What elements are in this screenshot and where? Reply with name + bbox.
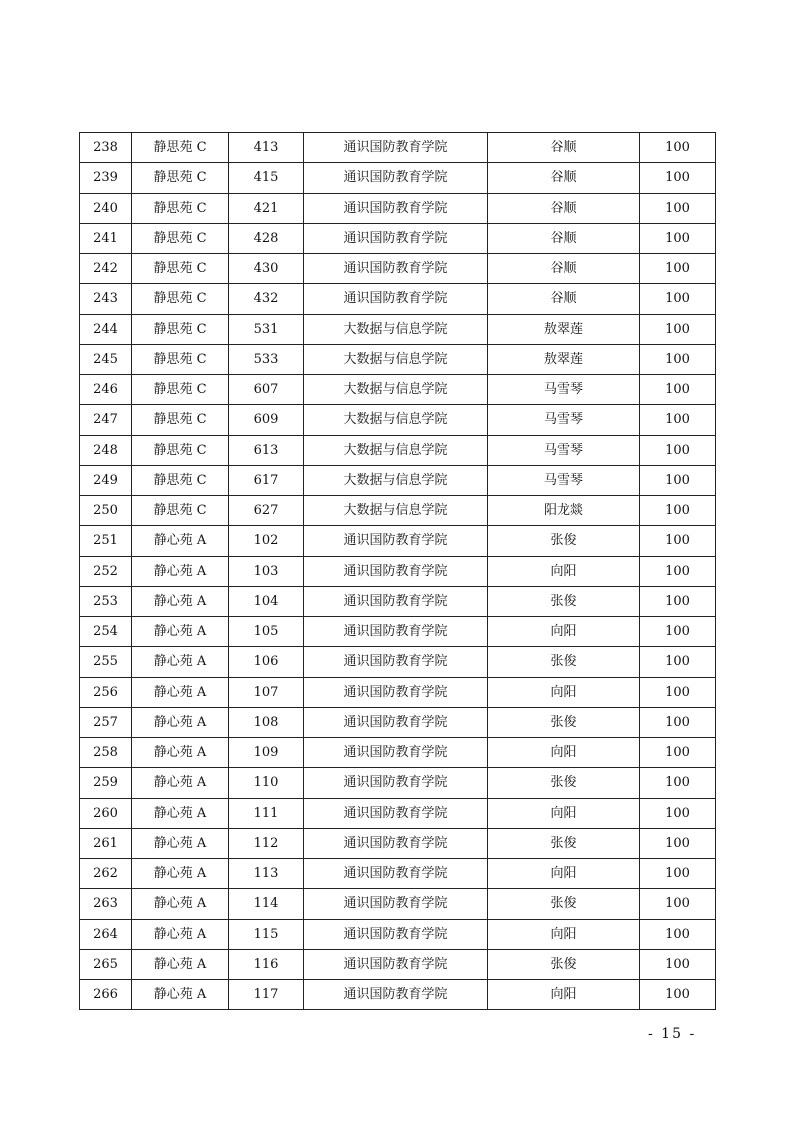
college-cell: 大数据与信息学院: [304, 344, 488, 374]
score-cell: 100: [640, 405, 716, 435]
counselor-cell: 张俊: [488, 768, 640, 798]
counselor-cell: 张俊: [488, 647, 640, 677]
counselor-cell: 向阳: [488, 738, 640, 768]
room-number-cell: 531: [229, 314, 304, 344]
table-row: [80, 496, 716, 526]
room-number-cell: 607: [229, 375, 304, 405]
room-number-cell: 104: [229, 586, 304, 616]
score-cell: 100: [640, 707, 716, 737]
college-cell: 通识国防教育学院: [304, 677, 488, 707]
building-cell: 静思苑 C: [132, 375, 229, 405]
score-cell: 100: [640, 435, 716, 465]
counselor-cell: 张俊: [488, 889, 640, 919]
building-cell: 静思苑 C: [132, 223, 229, 253]
college-cell: 通识国防教育学院: [304, 163, 488, 193]
score-cell: 100: [640, 556, 716, 586]
building-cell: 静思苑 C: [132, 496, 229, 526]
table-row: [80, 375, 716, 405]
counselor-cell: 向阳: [488, 798, 640, 828]
table-row: [80, 919, 716, 949]
table-row: [80, 405, 716, 435]
table-row: [80, 133, 716, 163]
score-cell: 100: [640, 798, 716, 828]
counselor-cell: 谷顺: [488, 133, 640, 163]
counselor-cell: 谷顺: [488, 223, 640, 253]
table-row: [80, 828, 716, 858]
college-cell: 大数据与信息学院: [304, 314, 488, 344]
table-row: [80, 949, 716, 979]
college-cell: 大数据与信息学院: [304, 435, 488, 465]
row-number-cell: 248: [80, 435, 132, 465]
counselor-cell: 马雪琴: [488, 375, 640, 405]
room-number-cell: 627: [229, 496, 304, 526]
college-cell: 通识国防教育学院: [304, 254, 488, 284]
score-cell: 100: [640, 677, 716, 707]
row-number-cell: 238: [80, 133, 132, 163]
score-cell: 100: [640, 647, 716, 677]
row-number-cell: 252: [80, 556, 132, 586]
table-row: [80, 768, 716, 798]
row-number-cell: 258: [80, 738, 132, 768]
row-number-cell: 249: [80, 465, 132, 495]
college-cell: 通识国防教育学院: [304, 707, 488, 737]
college-cell: 通识国防教育学院: [304, 828, 488, 858]
college-cell: 通识国防教育学院: [304, 617, 488, 647]
row-number-cell: 257: [80, 707, 132, 737]
table-row: [80, 223, 716, 253]
table-row: [80, 556, 716, 586]
row-number-cell: 255: [80, 647, 132, 677]
row-number-cell: 261: [80, 828, 132, 858]
room-number-cell: 430: [229, 254, 304, 284]
counselor-cell: 向阳: [488, 556, 640, 586]
college-cell: 通识国防教育学院: [304, 889, 488, 919]
page-number: - 15 -: [648, 1026, 697, 1042]
college-cell: 通识国防教育学院: [304, 738, 488, 768]
score-cell: 100: [640, 284, 716, 314]
counselor-cell: 向阳: [488, 919, 640, 949]
building-cell: 静心苑 A: [132, 980, 229, 1010]
college-cell: 通识国防教育学院: [304, 193, 488, 223]
table-row: [80, 677, 716, 707]
college-cell: 通识国防教育学院: [304, 859, 488, 889]
score-cell: 100: [640, 223, 716, 253]
row-number-cell: 266: [80, 980, 132, 1010]
counselor-cell: 向阳: [488, 980, 640, 1010]
score-cell: 100: [640, 859, 716, 889]
row-number-cell: 247: [80, 405, 132, 435]
row-number-cell: 259: [80, 768, 132, 798]
score-cell: 100: [640, 889, 716, 919]
score-cell: 100: [640, 949, 716, 979]
building-cell: 静心苑 A: [132, 949, 229, 979]
score-cell: 100: [640, 344, 716, 374]
score-cell: 100: [640, 465, 716, 495]
room-number-cell: 117: [229, 980, 304, 1010]
college-cell: 大数据与信息学院: [304, 496, 488, 526]
building-cell: 静思苑 C: [132, 254, 229, 284]
building-cell: 静思苑 C: [132, 465, 229, 495]
row-number-cell: 253: [80, 586, 132, 616]
college-cell: 通识国防教育学院: [304, 980, 488, 1010]
score-cell: 100: [640, 768, 716, 798]
counselor-cell: 阳龙燚: [488, 496, 640, 526]
counselor-cell: 张俊: [488, 526, 640, 556]
building-cell: 静心苑 A: [132, 919, 229, 949]
row-number-cell: 254: [80, 617, 132, 647]
score-cell: 100: [640, 586, 716, 616]
counselor-cell: 马雪琴: [488, 465, 640, 495]
room-number-cell: 113: [229, 859, 304, 889]
table-row: [80, 435, 716, 465]
table-row: [80, 254, 716, 284]
score-cell: 100: [640, 828, 716, 858]
college-cell: 通识国防教育学院: [304, 526, 488, 556]
table-row: [80, 314, 716, 344]
counselor-cell: 马雪琴: [488, 405, 640, 435]
building-cell: 静心苑 A: [132, 768, 229, 798]
counselor-cell: 谷顺: [488, 284, 640, 314]
room-number-cell: 415: [229, 163, 304, 193]
score-cell: 100: [640, 133, 716, 163]
score-cell: 100: [640, 193, 716, 223]
room-number-cell: 115: [229, 919, 304, 949]
building-cell: 静思苑 C: [132, 344, 229, 374]
college-cell: 通识国防教育学院: [304, 919, 488, 949]
row-number-cell: 262: [80, 859, 132, 889]
counselor-cell: 张俊: [488, 949, 640, 979]
dormitory-inspection-table: [79, 132, 716, 1010]
counselor-cell: 谷顺: [488, 193, 640, 223]
building-cell: 静思苑 C: [132, 193, 229, 223]
building-cell: 静心苑 A: [132, 707, 229, 737]
college-cell: 通识国防教育学院: [304, 133, 488, 163]
room-number-cell: 609: [229, 405, 304, 435]
table-row: [80, 707, 716, 737]
score-cell: 100: [640, 617, 716, 647]
score-cell: 100: [640, 919, 716, 949]
building-cell: 静心苑 A: [132, 738, 229, 768]
college-cell: 大数据与信息学院: [304, 375, 488, 405]
row-number-cell: 240: [80, 193, 132, 223]
building-cell: 静心苑 A: [132, 556, 229, 586]
room-number-cell: 432: [229, 284, 304, 314]
row-number-cell: 265: [80, 949, 132, 979]
building-cell: 静思苑 C: [132, 163, 229, 193]
room-number-cell: 413: [229, 133, 304, 163]
score-cell: 100: [640, 496, 716, 526]
room-number-cell: 110: [229, 768, 304, 798]
table-row: [80, 526, 716, 556]
room-number-cell: 114: [229, 889, 304, 919]
table-row: [80, 586, 716, 616]
building-cell: 静思苑 C: [132, 314, 229, 344]
college-cell: 通识国防教育学院: [304, 798, 488, 828]
row-number-cell: 239: [80, 163, 132, 193]
table-row: [80, 798, 716, 828]
counselor-cell: 向阳: [488, 617, 640, 647]
counselor-cell: 谷顺: [488, 163, 640, 193]
college-cell: 通识国防教育学院: [304, 768, 488, 798]
room-number-cell: 109: [229, 738, 304, 768]
building-cell: 静心苑 A: [132, 889, 229, 919]
building-cell: 静心苑 A: [132, 859, 229, 889]
building-cell: 静心苑 A: [132, 798, 229, 828]
college-cell: 通识国防教育学院: [304, 284, 488, 314]
college-cell: 通识国防教育学院: [304, 556, 488, 586]
counselor-cell: 张俊: [488, 586, 640, 616]
table-row: [80, 647, 716, 677]
room-number-cell: 106: [229, 647, 304, 677]
table-row: [80, 859, 716, 889]
counselor-cell: 张俊: [488, 828, 640, 858]
row-number-cell: 264: [80, 919, 132, 949]
college-cell: 通识国防教育学院: [304, 586, 488, 616]
score-cell: 100: [640, 254, 716, 284]
building-cell: 静心苑 A: [132, 526, 229, 556]
row-number-cell: 263: [80, 889, 132, 919]
row-number-cell: 245: [80, 344, 132, 374]
building-cell: 静思苑 C: [132, 284, 229, 314]
room-number-cell: 111: [229, 798, 304, 828]
row-number-cell: 241: [80, 223, 132, 253]
room-number-cell: 613: [229, 435, 304, 465]
building-cell: 静心苑 A: [132, 677, 229, 707]
building-cell: 静心苑 A: [132, 586, 229, 616]
building-cell: 静思苑 C: [132, 435, 229, 465]
room-number-cell: 108: [229, 707, 304, 737]
row-number-cell: 246: [80, 375, 132, 405]
table-row: [80, 163, 716, 193]
college-cell: 通识国防教育学院: [304, 223, 488, 253]
building-cell: 静思苑 C: [132, 405, 229, 435]
table-row: [80, 284, 716, 314]
score-cell: 100: [640, 980, 716, 1010]
room-number-cell: 107: [229, 677, 304, 707]
counselor-cell: 张俊: [488, 707, 640, 737]
score-cell: 100: [640, 375, 716, 405]
row-number-cell: 243: [80, 284, 132, 314]
college-cell: 大数据与信息学院: [304, 405, 488, 435]
room-number-cell: 112: [229, 828, 304, 858]
room-number-cell: 116: [229, 949, 304, 979]
college-cell: 通识国防教育学院: [304, 647, 488, 677]
table-row: [80, 889, 716, 919]
building-cell: 静心苑 A: [132, 828, 229, 858]
table-body: [80, 133, 716, 1010]
building-cell: 静心苑 A: [132, 647, 229, 677]
counselor-cell: 向阳: [488, 859, 640, 889]
table-row: [80, 465, 716, 495]
table-row: [80, 344, 716, 374]
score-cell: 100: [640, 526, 716, 556]
table-row: [80, 617, 716, 647]
row-number-cell: 244: [80, 314, 132, 344]
room-number-cell: 421: [229, 193, 304, 223]
room-number-cell: 102: [229, 526, 304, 556]
college-cell: 通识国防教育学院: [304, 949, 488, 979]
score-cell: 100: [640, 314, 716, 344]
room-number-cell: 103: [229, 556, 304, 586]
row-number-cell: 256: [80, 677, 132, 707]
score-cell: 100: [640, 738, 716, 768]
counselor-cell: 谷顺: [488, 254, 640, 284]
counselor-cell: 向阳: [488, 677, 640, 707]
college-cell: 大数据与信息学院: [304, 465, 488, 495]
table-row: [80, 738, 716, 768]
room-number-cell: 428: [229, 223, 304, 253]
room-number-cell: 105: [229, 617, 304, 647]
table-row: [80, 980, 716, 1010]
row-number-cell: 260: [80, 798, 132, 828]
row-number-cell: 242: [80, 254, 132, 284]
building-cell: 静心苑 A: [132, 617, 229, 647]
score-cell: 100: [640, 163, 716, 193]
counselor-cell: 马雪琴: [488, 435, 640, 465]
counselor-cell: 敖翠莲: [488, 344, 640, 374]
room-number-cell: 617: [229, 465, 304, 495]
row-number-cell: 251: [80, 526, 132, 556]
row-number-cell: 250: [80, 496, 132, 526]
building-cell: 静思苑 C: [132, 133, 229, 163]
table-row: [80, 193, 716, 223]
room-number-cell: 533: [229, 344, 304, 374]
counselor-cell: 敖翠莲: [488, 314, 640, 344]
